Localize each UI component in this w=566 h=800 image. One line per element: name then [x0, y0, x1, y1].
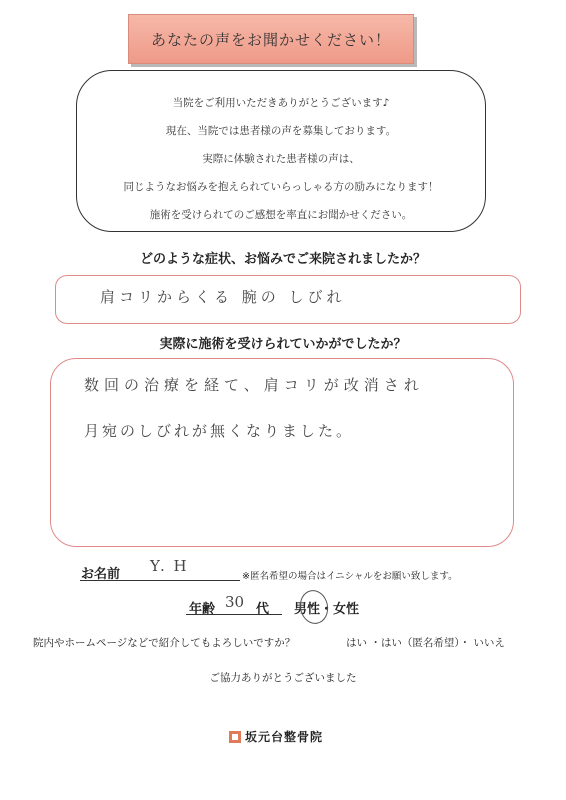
name-underline [80, 580, 240, 581]
consent-options[interactable]: はい ・はい（匿名希望）・ いいえ [346, 637, 505, 649]
survey-title-banner [128, 14, 414, 64]
name-note: ※匿名希望の場合はイニシャルをお願い致します。 [242, 571, 458, 582]
intro-line-1: 当院をご利用いただきありがとうございます♪ [172, 97, 390, 109]
age-value[interactable]: 30 [225, 593, 245, 611]
survey-title: あなたの声をお聞かせください！ [150, 30, 391, 49]
name-value[interactable]: Y. H [150, 557, 189, 575]
thanks-message: ご協力ありがとうございました [209, 672, 357, 684]
age-label: 年齢 [189, 602, 216, 617]
question1-heading: どのような症状、お悩みでご来院されましたか？ [139, 252, 426, 267]
name-label: お名前 [81, 567, 121, 582]
clinic-logo-icon [229, 731, 241, 743]
question2-answer-line-2: 月宛のしびれが無くなりました。 [84, 422, 355, 440]
intro-line-2: 現在、当院では患者様の声を募集しております。 [165, 125, 397, 137]
consent-question: 院内やホームページなどで紹介してもよろしいですか？ [33, 637, 296, 649]
gender-selection-circle [297, 587, 331, 626]
intro-line-3: 実際に体験された患者様の声は、 [202, 153, 360, 165]
gender-options[interactable]: 男性・女性 [294, 602, 360, 617]
clinic-name: 坂元台整骨院 [245, 730, 324, 744]
question1-answer: 肩コリからくる 腕の しびれ [100, 288, 346, 306]
question2-heading: 実際に施術を受けられていかがでしたか？ [159, 337, 407, 352]
age-unit: 代 [256, 602, 270, 617]
intro-line-5: 施術を受けられてのご感想を率直にお聞かせください。 [149, 209, 413, 221]
intro-line-4: 同じようなお悩みを抱えられていらっしゃる方の励みになります！ [123, 181, 439, 193]
question2-answer-line-1: 数回の治療を経て、肩コリが改消され [84, 376, 424, 394]
